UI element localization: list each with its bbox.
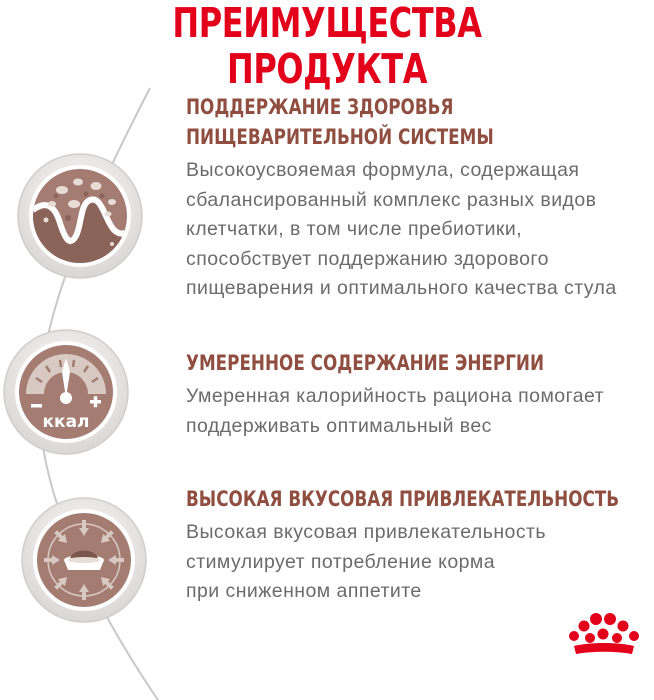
benefit-text-line: Высокая вкусовая привлекательность — [186, 521, 547, 543]
benefit-title-line: ПИЩЕВАРИТЕЛЬНОЙ СИСТЕМЫ — [186, 125, 494, 149]
benefit-title-line: ПОДДЕРЖАНИЕ ЗДОРОВЬЯ — [186, 95, 454, 119]
benefit-text-line: поддерживать оптимальный вес — [186, 414, 492, 437]
benefit-text-line: сбалансированный комплекс разных видов — [186, 188, 597, 211]
benefit-description — [186, 518, 654, 607]
benefit-text-line: Высокоусвояемая формула, содержащая — [186, 159, 580, 181]
benefit-text-line: при сниженном аппетите — [186, 580, 422, 602]
food-bowl-arrows-icon — [20, 496, 148, 624]
benefit-description — [186, 156, 654, 304]
benefit-digestion — [186, 92, 654, 304]
benefit-text-line: стимулирует потребление корма — [186, 550, 496, 573]
benefit-text-line: способствует поддержанию здорового — [186, 247, 549, 270]
benefit-text-line: Умеренная калорийность рациона помогает — [186, 385, 605, 407]
benefit-title — [186, 92, 562, 152]
benefit-title — [186, 484, 620, 514]
benefit-text-line: клетчатки, в том числе пребиотики, — [186, 218, 523, 240]
benefit-title-line: ВЫСОКАЯ ВКУСОВАЯ ПРИВЛЕКАТЕЛЬНОСТЬ — [186, 487, 620, 511]
benefit-palatability — [186, 484, 654, 607]
calorie-gauge-icon — [2, 328, 130, 456]
benefit-title-line: УМЕРЕННОЕ СОДЕРЖАНИЕ ЭНЕРГИИ — [186, 351, 545, 375]
kcal-label: ккал — [42, 412, 90, 432]
benefit-text-line: пищеварения и оптимального качества стула — [186, 277, 617, 299]
page-title: ПРЕИМУЩЕСТВА ПРОДУКТА — [172, 0, 482, 93]
benefit-description — [186, 382, 654, 441]
benefit-energy — [186, 348, 654, 441]
benefit-title — [186, 348, 562, 378]
digestion-icon — [16, 152, 144, 280]
crown-logo-icon — [566, 612, 646, 664]
